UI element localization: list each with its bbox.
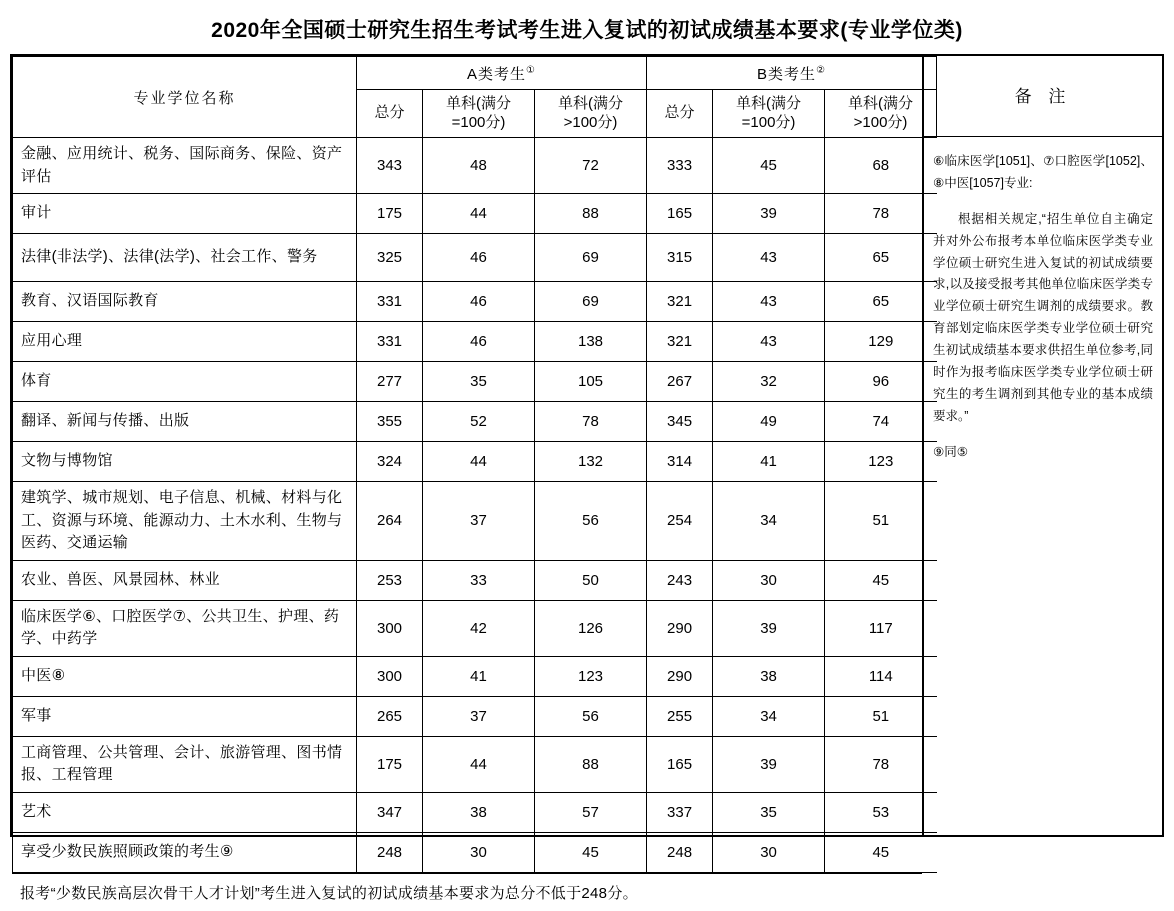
- header-b-single-over-100: [825, 90, 937, 138]
- major-name-cell: 文物与博物馆: [13, 442, 357, 482]
- b-total-cell: 333: [647, 138, 713, 194]
- b-single100-cell: 45: [713, 138, 825, 194]
- table-row: [13, 282, 937, 322]
- header-row-groups: [13, 57, 937, 90]
- table-row: [13, 138, 937, 194]
- b-single100-cell: 34: [713, 696, 825, 736]
- a-singleover-cell: 56: [535, 696, 647, 736]
- a-total-cell: 253: [357, 560, 423, 600]
- score-requirement-sheet: [10, 54, 1164, 902]
- table-row: [13, 322, 937, 362]
- header-group-a-mark: ①: [526, 64, 536, 76]
- b-total-cell: 290: [647, 600, 713, 656]
- header-a-single-100-line2: =100分): [451, 113, 506, 131]
- header-a-single-100-line1: 单科(满分: [446, 94, 511, 112]
- a-total-cell: 264: [357, 482, 423, 561]
- table-row: [13, 736, 937, 792]
- b-single100-cell: 38: [713, 656, 825, 696]
- a-single100-cell: 37: [423, 696, 535, 736]
- header-group-b: [647, 57, 937, 90]
- header-a-single-over-line2: >100分): [563, 113, 618, 131]
- b-total-cell: 165: [647, 736, 713, 792]
- a-total-cell: 347: [357, 792, 423, 832]
- header-group-a-label: A类考生: [467, 65, 527, 83]
- b-singleover-cell: 65: [825, 282, 937, 322]
- major-name-cell: 中医⑧: [13, 656, 357, 696]
- a-singleover-cell: 69: [535, 234, 647, 282]
- a-singleover-cell: 45: [535, 832, 647, 872]
- a-single100-cell: 46: [423, 322, 535, 362]
- a-total-cell: 300: [357, 600, 423, 656]
- b-total-cell: 290: [647, 656, 713, 696]
- a-total-cell: 355: [357, 402, 423, 442]
- header-b-single-over-line2: >100分): [853, 113, 908, 131]
- major-name-cell: 建筑学、城市规划、电子信息、机械、材料与化工、资源与环境、能源动力、土木水利、生物与医药、交通运输: [13, 482, 357, 561]
- b-total-cell: 321: [647, 282, 713, 322]
- header-b-single-100: [713, 90, 825, 138]
- b-single100-cell: 41: [713, 442, 825, 482]
- b-singleover-cell: 78: [825, 194, 937, 234]
- b-singleover-cell: 65: [825, 234, 937, 282]
- major-name-cell: 艺术: [13, 792, 357, 832]
- header-a-single-over-line1: 单科(满分: [558, 94, 624, 112]
- b-singleover-cell: 96: [825, 362, 937, 402]
- table-row: [13, 482, 937, 561]
- major-name-cell: 金融、应用统计、税务、国际商务、保险、资产评估: [13, 138, 357, 194]
- table-head: [13, 57, 937, 138]
- page-title: 2020年全国硕士研究生招生考试考生进入复试的初试成绩基本要求(专业学位类): [211, 19, 963, 42]
- a-singleover-cell: 88: [535, 194, 647, 234]
- b-singleover-cell: 114: [825, 656, 937, 696]
- remark-paragraph-1: ⑥临床医学[1051]、⑦口腔医学[1052]、⑧中医[1057]专业:: [933, 154, 1153, 190]
- header-major-name: 专业学位名称: [13, 57, 357, 138]
- a-singleover-cell: 72: [535, 138, 647, 194]
- a-single100-cell: 46: [423, 282, 535, 322]
- a-singleover-cell: 132: [535, 442, 647, 482]
- major-name-cell: 法律(非法学)、法律(法学)、社会工作、警务: [13, 234, 357, 282]
- major-name-cell: 体育: [13, 362, 357, 402]
- header-b-total: 总分: [647, 90, 713, 138]
- header-a-single-100: [423, 90, 535, 138]
- a-single100-cell: 35: [423, 362, 535, 402]
- a-single100-cell: 41: [423, 656, 535, 696]
- table-row: [13, 792, 937, 832]
- b-singleover-cell: 51: [825, 482, 937, 561]
- a-singleover-cell: 69: [535, 282, 647, 322]
- b-total-cell: 254: [647, 482, 713, 561]
- major-name-cell: 应用心理: [13, 322, 357, 362]
- table-row: [13, 832, 937, 872]
- b-single100-cell: 32: [713, 362, 825, 402]
- b-total-cell: 337: [647, 792, 713, 832]
- b-singleover-cell: 74: [825, 402, 937, 442]
- b-total-cell: 165: [647, 194, 713, 234]
- a-total-cell: 331: [357, 282, 423, 322]
- b-single100-cell: 35: [713, 792, 825, 832]
- a-single100-cell: 44: [423, 442, 535, 482]
- header-group-b-mark: ②: [816, 64, 827, 76]
- b-singleover-cell: 117: [825, 600, 937, 656]
- b-single100-cell: 39: [713, 600, 825, 656]
- header-group-a: [357, 57, 647, 90]
- a-singleover-cell: 50: [535, 560, 647, 600]
- header-b-single-100-line1: 单科(满分: [736, 94, 802, 112]
- table-row: [13, 560, 937, 600]
- b-single100-cell: 34: [713, 482, 825, 561]
- b-singleover-cell: 68: [825, 138, 937, 194]
- b-singleover-cell: 123: [825, 442, 937, 482]
- major-name-cell: 教育、汉语国际教育: [13, 282, 357, 322]
- remark-header: 备 注: [924, 56, 1162, 137]
- b-single100-cell: 30: [713, 560, 825, 600]
- a-total-cell: 300: [357, 656, 423, 696]
- table-row: [13, 234, 937, 282]
- a-total-cell: 331: [357, 322, 423, 362]
- major-name-cell: 享受少数民族照顾政策的考生⑨: [13, 832, 357, 872]
- a-singleover-cell: 138: [535, 322, 647, 362]
- table-row: [13, 696, 937, 736]
- a-single100-cell: 37: [423, 482, 535, 561]
- a-singleover-cell: 56: [535, 482, 647, 561]
- major-name-cell: 军事: [13, 696, 357, 736]
- table-section: [12, 56, 924, 902]
- a-singleover-cell: 78: [535, 402, 647, 442]
- b-total-cell: 267: [647, 362, 713, 402]
- b-singleover-cell: 45: [825, 560, 937, 600]
- a-total-cell: 265: [357, 696, 423, 736]
- b-single100-cell: 43: [713, 282, 825, 322]
- b-single100-cell: 39: [713, 194, 825, 234]
- a-single100-cell: 44: [423, 194, 535, 234]
- table-row: [13, 656, 937, 696]
- a-singleover-cell: 105: [535, 362, 647, 402]
- a-single100-cell: 30: [423, 832, 535, 872]
- a-singleover-cell: 126: [535, 600, 647, 656]
- a-total-cell: 325: [357, 234, 423, 282]
- b-single100-cell: 43: [713, 234, 825, 282]
- b-total-cell: 255: [647, 696, 713, 736]
- header-a-total: 总分: [357, 90, 423, 138]
- b-single100-cell: 39: [713, 736, 825, 792]
- table-row: [13, 194, 937, 234]
- major-name-cell: 工商管理、公共管理、会计、旅游管理、图书情报、工程管理: [13, 736, 357, 792]
- a-single100-cell: 44: [423, 736, 535, 792]
- table-footnote: 报考“少数民族高层次骨干人才计划”考生进入复试的初试成绩基本要求为总分不低于248分。: [12, 873, 922, 911]
- a-total-cell: 175: [357, 194, 423, 234]
- a-single100-cell: 46: [423, 234, 535, 282]
- table-row: [13, 402, 937, 442]
- major-name-cell: 翻译、新闻与传播、出版: [13, 402, 357, 442]
- a-single100-cell: 48: [423, 138, 535, 194]
- major-name-cell: 临床医学⑥、口腔医学⑦、公共卫生、护理、药学、中药学: [13, 600, 357, 656]
- header-b-single-100-line2: =100分): [741, 113, 796, 131]
- b-single100-cell: 49: [713, 402, 825, 442]
- a-singleover-cell: 88: [535, 736, 647, 792]
- b-singleover-cell: 45: [825, 832, 937, 872]
- a-single100-cell: 42: [423, 600, 535, 656]
- remark-body: [924, 137, 1162, 835]
- b-total-cell: 345: [647, 402, 713, 442]
- a-total-cell: 277: [357, 362, 423, 402]
- b-total-cell: 321: [647, 322, 713, 362]
- b-single100-cell: 43: [713, 322, 825, 362]
- header-a-single-over-100: [535, 90, 647, 138]
- a-total-cell: 343: [357, 138, 423, 194]
- major-name-cell: 农业、兽医、风景园林、林业: [13, 560, 357, 600]
- major-name-cell: 审计: [13, 194, 357, 234]
- b-singleover-cell: 51: [825, 696, 937, 736]
- a-total-cell: 248: [357, 832, 423, 872]
- table-row: [13, 600, 937, 656]
- b-total-cell: 243: [647, 560, 713, 600]
- b-singleover-cell: 129: [825, 322, 937, 362]
- score-table: [12, 56, 937, 873]
- b-single100-cell: 30: [713, 832, 825, 872]
- remark-paragraph-3: ⑨同⑤: [933, 444, 968, 459]
- a-single100-cell: 38: [423, 792, 535, 832]
- a-single100-cell: 52: [423, 402, 535, 442]
- b-singleover-cell: 53: [825, 792, 937, 832]
- a-singleover-cell: 123: [535, 656, 647, 696]
- table-body: [13, 138, 937, 873]
- a-total-cell: 324: [357, 442, 423, 482]
- b-total-cell: 248: [647, 832, 713, 872]
- header-group-b-label: B类考生: [757, 65, 817, 83]
- table-row: [13, 442, 937, 482]
- b-total-cell: 315: [647, 234, 713, 282]
- a-total-cell: 175: [357, 736, 423, 792]
- header-b-single-over-line1: 单科(满分: [848, 94, 914, 112]
- a-singleover-cell: 57: [535, 792, 647, 832]
- remark-section: [924, 56, 1162, 835]
- remark-paragraph-2: 根据相关规定,“招生单位自主确定并对外公布报考本单位临床医学类专业学位硕士研究生进入复试的初试成绩要求,以及接受报考其他单位临床医学类专业学位硕士研究生调剂的成绩要求。教育部划定临床医学类专业学位硕士研究生初试成绩基本要求供招生单位参考,同时作为报考临床医学类专业学位硕士研究生的考生调剂到其他专业的基本成绩要求。”: [933, 211, 1153, 423]
- a-single100-cell: 33: [423, 560, 535, 600]
- b-singleover-cell: 78: [825, 736, 937, 792]
- table-row: [13, 362, 937, 402]
- b-total-cell: 314: [647, 442, 713, 482]
